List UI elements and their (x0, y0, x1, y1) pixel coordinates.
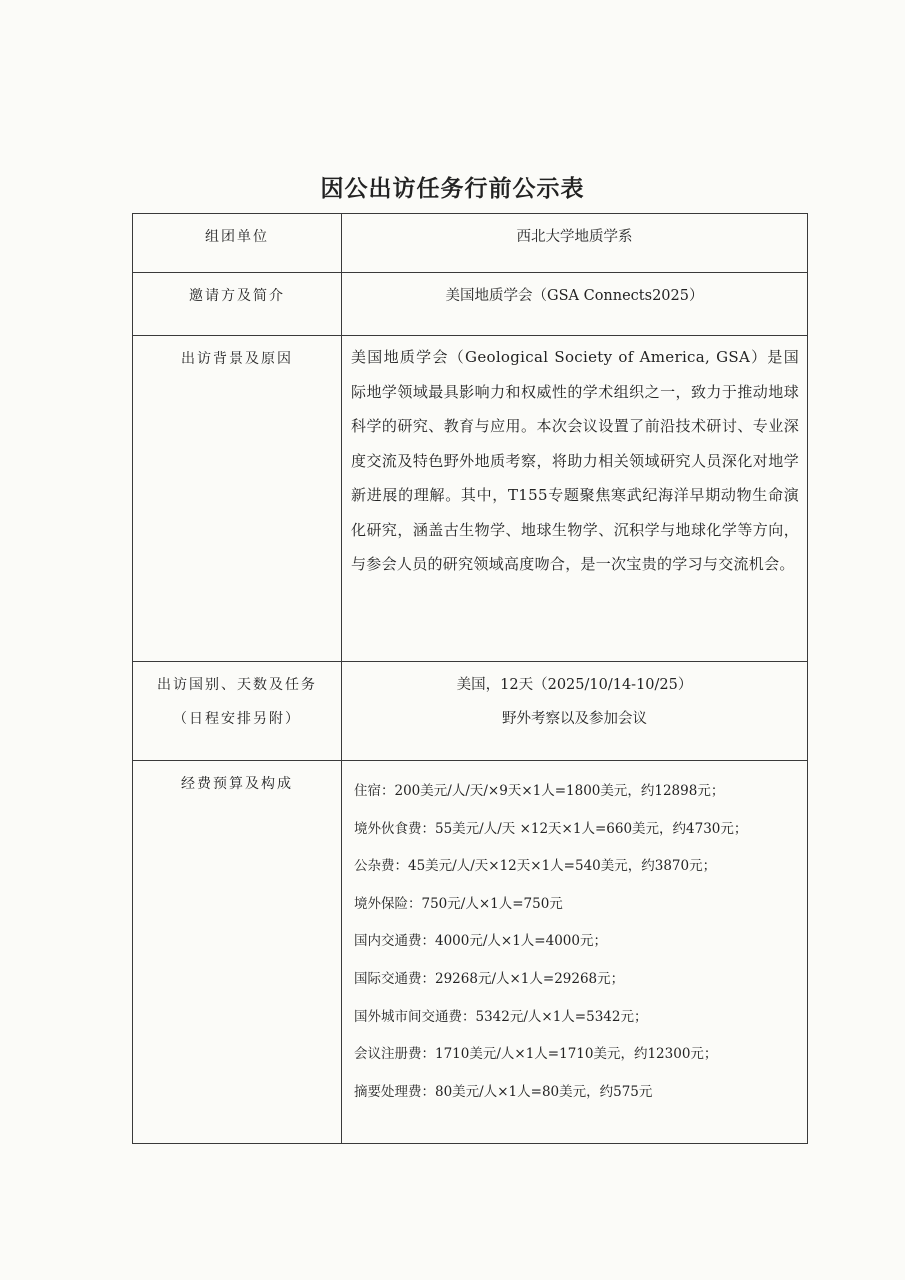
trip-label-line1: 出访国别、天数及任务 (157, 677, 317, 693)
field-label-text: 组团单位 (205, 229, 269, 245)
trip-value-line2: 野外考察以及参加会议 (502, 711, 647, 727)
field-value-background (342, 336, 808, 662)
field-value-budget (342, 761, 808, 1144)
table-row (133, 273, 808, 336)
field-value-inviter (342, 273, 808, 336)
unit-value: 西北大学地质学系 (516, 229, 633, 245)
trip-value-line1: 美国，12天（2025/10/14-10/25） (456, 677, 693, 693)
budget-item: 国内交通费：4000元/人×1人=4000元； (354, 933, 607, 950)
budget-item: 境外伙食费：55美元/人/天 ×12天×1人=660美元，约4730元； (354, 820, 748, 837)
table-row (133, 336, 808, 662)
field-label-text: 邀请方及简介 (189, 288, 285, 304)
background-text: 美国地质学会（Geological Society of America, GSA）是国际地学领域最具影响力和权威性的学术组织之一，致力于推动地球科学的研究、教育与应用。本次会议设置了前沿技术研讨、专业深度交流及特色野外地质考察，将助力相关领域研究人员深化对地学新进展的理解。其中，T155专题聚焦寒武纪海洋早期动物生命演化研究，涵盖古生物学、地球生物学、沉积学与地球化学等方向，与参会人员的研究领域高度吻合，是一次宝贵的学习与交流机会。 (351, 348, 799, 573)
budget-item: 国外城市间交通费：5342元/人×1人=5342元； (354, 1008, 648, 1025)
budget-item: 摘要处理费：80美元/人×1人=80美元，约575元 (354, 1083, 653, 1100)
field-label-trip (133, 662, 342, 761)
table-row (133, 662, 808, 761)
budget-item: 住宿：200美元/人/天/×9天×1人=1800美元，约12898元； (354, 783, 725, 799)
disclosure-table (132, 213, 808, 1144)
field-label-text: 出访背景及原因 (181, 351, 293, 367)
inviter-value: 美国地质学会（GSA Connects2025） (445, 288, 704, 304)
field-value-unit (342, 214, 808, 273)
budget-item: 境外保险：750元/人×1人=750元 (354, 895, 563, 912)
budget-list (342, 761, 807, 1111)
field-label-background (133, 336, 342, 662)
field-label-text: 经费预算及构成 (181, 776, 293, 792)
table-row (133, 214, 808, 273)
budget-item: 会议注册费：1710美元/人×1人=1710美元，约12300元； (354, 1046, 718, 1063)
page-title: 因公出访任务行前公示表 (320, 176, 585, 202)
field-label-inviter (133, 273, 342, 336)
trip-label-line2: （日程安排另附） (173, 711, 301, 727)
table-row (133, 761, 808, 1144)
field-value-trip (342, 662, 808, 761)
field-label-budget (133, 761, 342, 1144)
budget-item: 公杂费：45美元/人/天×12天×1人=540美元，约3870元； (354, 858, 717, 875)
field-label-unit (133, 214, 342, 273)
budget-item: 国际交通费：29268元/人×1人=29268元； (354, 970, 625, 987)
